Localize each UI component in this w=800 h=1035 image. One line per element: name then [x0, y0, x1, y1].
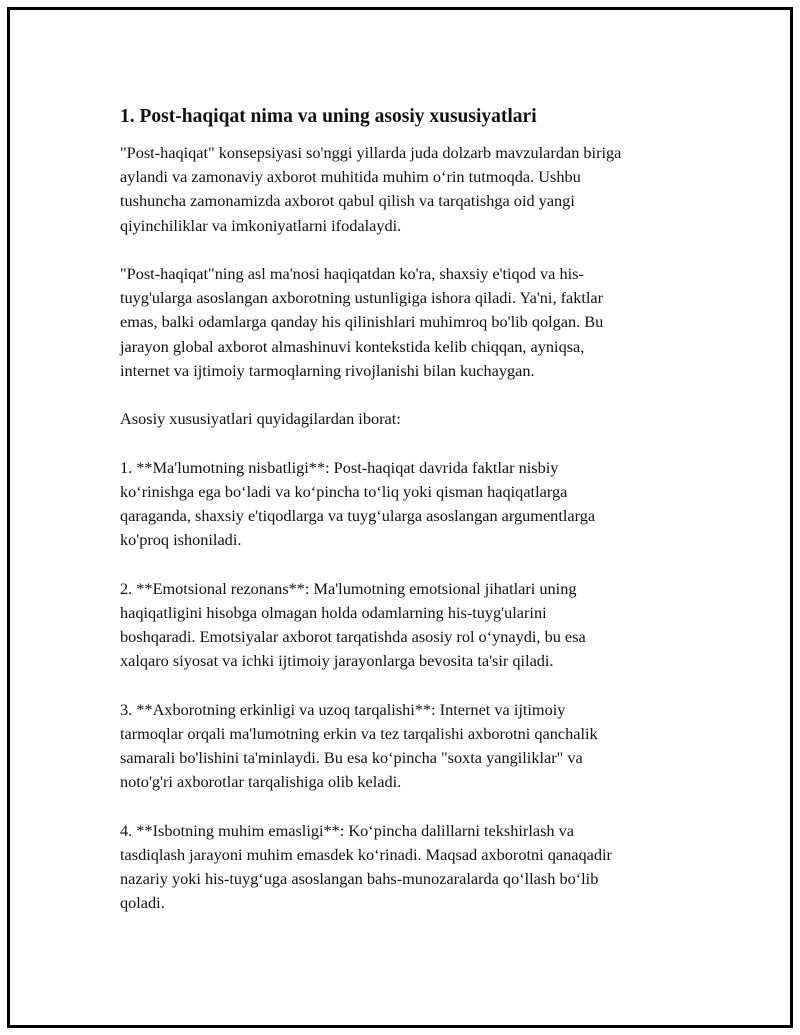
- page-frame: [7, 7, 793, 1028]
- text-line: ko'proq ishoniladi.: [120, 530, 242, 550]
- text-line: tuyg'ularga asoslangan axborotning ustunligiga ishora qiladi. Ya'ni, faktlar: [120, 288, 604, 308]
- text-line: 2. **Emotsional rezonans**: Ma'lumotning emotsional jihatlari uning: [120, 578, 577, 598]
- list-item-4: [120, 819, 700, 916]
- text-line: tushuncha zamonamizda axborot qabul qilish va tarqatishga oid yangi: [120, 191, 575, 211]
- text-line: Asosiy xususiyatlari quyidagilardan iborat:: [120, 409, 401, 429]
- text-line: nazariy yoki his-tuyg‘uga asoslangan bahs-munozaralarda qo‘llash bo‘lib: [120, 869, 599, 888]
- text-line: samarali bo'lishini ta'minlaydi. Bu esa ko‘pincha "soxta yangiliklar" va: [120, 748, 583, 767]
- text-line: jarayon global axborot almashinuvi kontekstida kelib chiqqan, ayniqsa,: [120, 336, 585, 356]
- text-line: "Post-haqiqat" konsepsiyasi so'nggi yillarda juda dolzarb mavzulardan biriga: [120, 143, 622, 162]
- section-heading: 1. Post-haqiqat nima va uning asosiy xususiyatlari: [120, 106, 537, 127]
- text-line: aylandi va zamonaviy axborot muhitida muhim o‘rin tutmoqda. Ushbu: [120, 167, 581, 187]
- list-item-3: [120, 698, 700, 795]
- text-line: ko‘rinishga ega bo‘ladi va ko‘pincha to‘liq yoki qisman haqiqatlarga: [120, 481, 568, 501]
- text-line: tarmoqlar orqali ma'lumotning erkin va tez tarqalishi axborotni qanchalik: [120, 723, 598, 743]
- paragraph-meaning: [120, 262, 700, 383]
- text-line: tasdiqlash jarayoni muhim emasdek ko‘rinadi. Maqsad axborotni qanaqadir: [120, 844, 612, 864]
- text-line: "Post-haqiqat"ning asl ma'nosi haqiqatdan ko'ra, shaxsiy e'tiqod va his-: [120, 264, 584, 283]
- text-line: qoladi.: [120, 893, 165, 913]
- list-item-1: [120, 456, 700, 553]
- text-line: xalqaro siyosat va ichki ijtimoiy jarayonlarga bevosita ta'sir qiladi.: [120, 651, 554, 671]
- document-body: [120, 105, 700, 940]
- text-line: noto'g'ri axborotlar tarqalishiga olib keladi.: [120, 772, 402, 792]
- text-line: boshqaradi. Emotsiyalar axborot tarqatishda asosiy rol o‘ynaydi, bu esa: [120, 627, 586, 646]
- text-line: haqiqatligini hisobga olmagan holda odamlarning his-tuyg'ularini: [120, 602, 547, 622]
- text-line: emas, balki odamlarga qanday his qilinishlari muhimroq bo'lib qolgan. Bu: [120, 312, 604, 332]
- text-line: internet va ijtimoiy tarmoqlarning rivojlanishi bilan kuchaygan.: [120, 360, 535, 380]
- text-line: 1. **Ma'lumotning nisbatligi**: Post-haqiqat davrida faktlar nisbiy: [120, 457, 559, 477]
- list-item-2: [120, 577, 700, 674]
- paragraph-features-intro: [120, 407, 700, 431]
- text-line: qaraganda, shaxsiy e'tiqodlarga va tuyg‘ularga asoslangan argumentlarga: [120, 506, 596, 525]
- text-line: 4. **Isbotning muhim emasligi**: Ko‘pincha dalillarni tekshirlash va: [120, 820, 574, 840]
- paragraph-intro: [120, 141, 700, 238]
- text-line: qiyinchiliklar va imkoniyatlarni ifodalaydi.: [120, 215, 402, 235]
- text-line: 3. **Axborotning erkinligi va uzoq tarqalishi**: Internet va ijtimoiy: [120, 699, 566, 719]
